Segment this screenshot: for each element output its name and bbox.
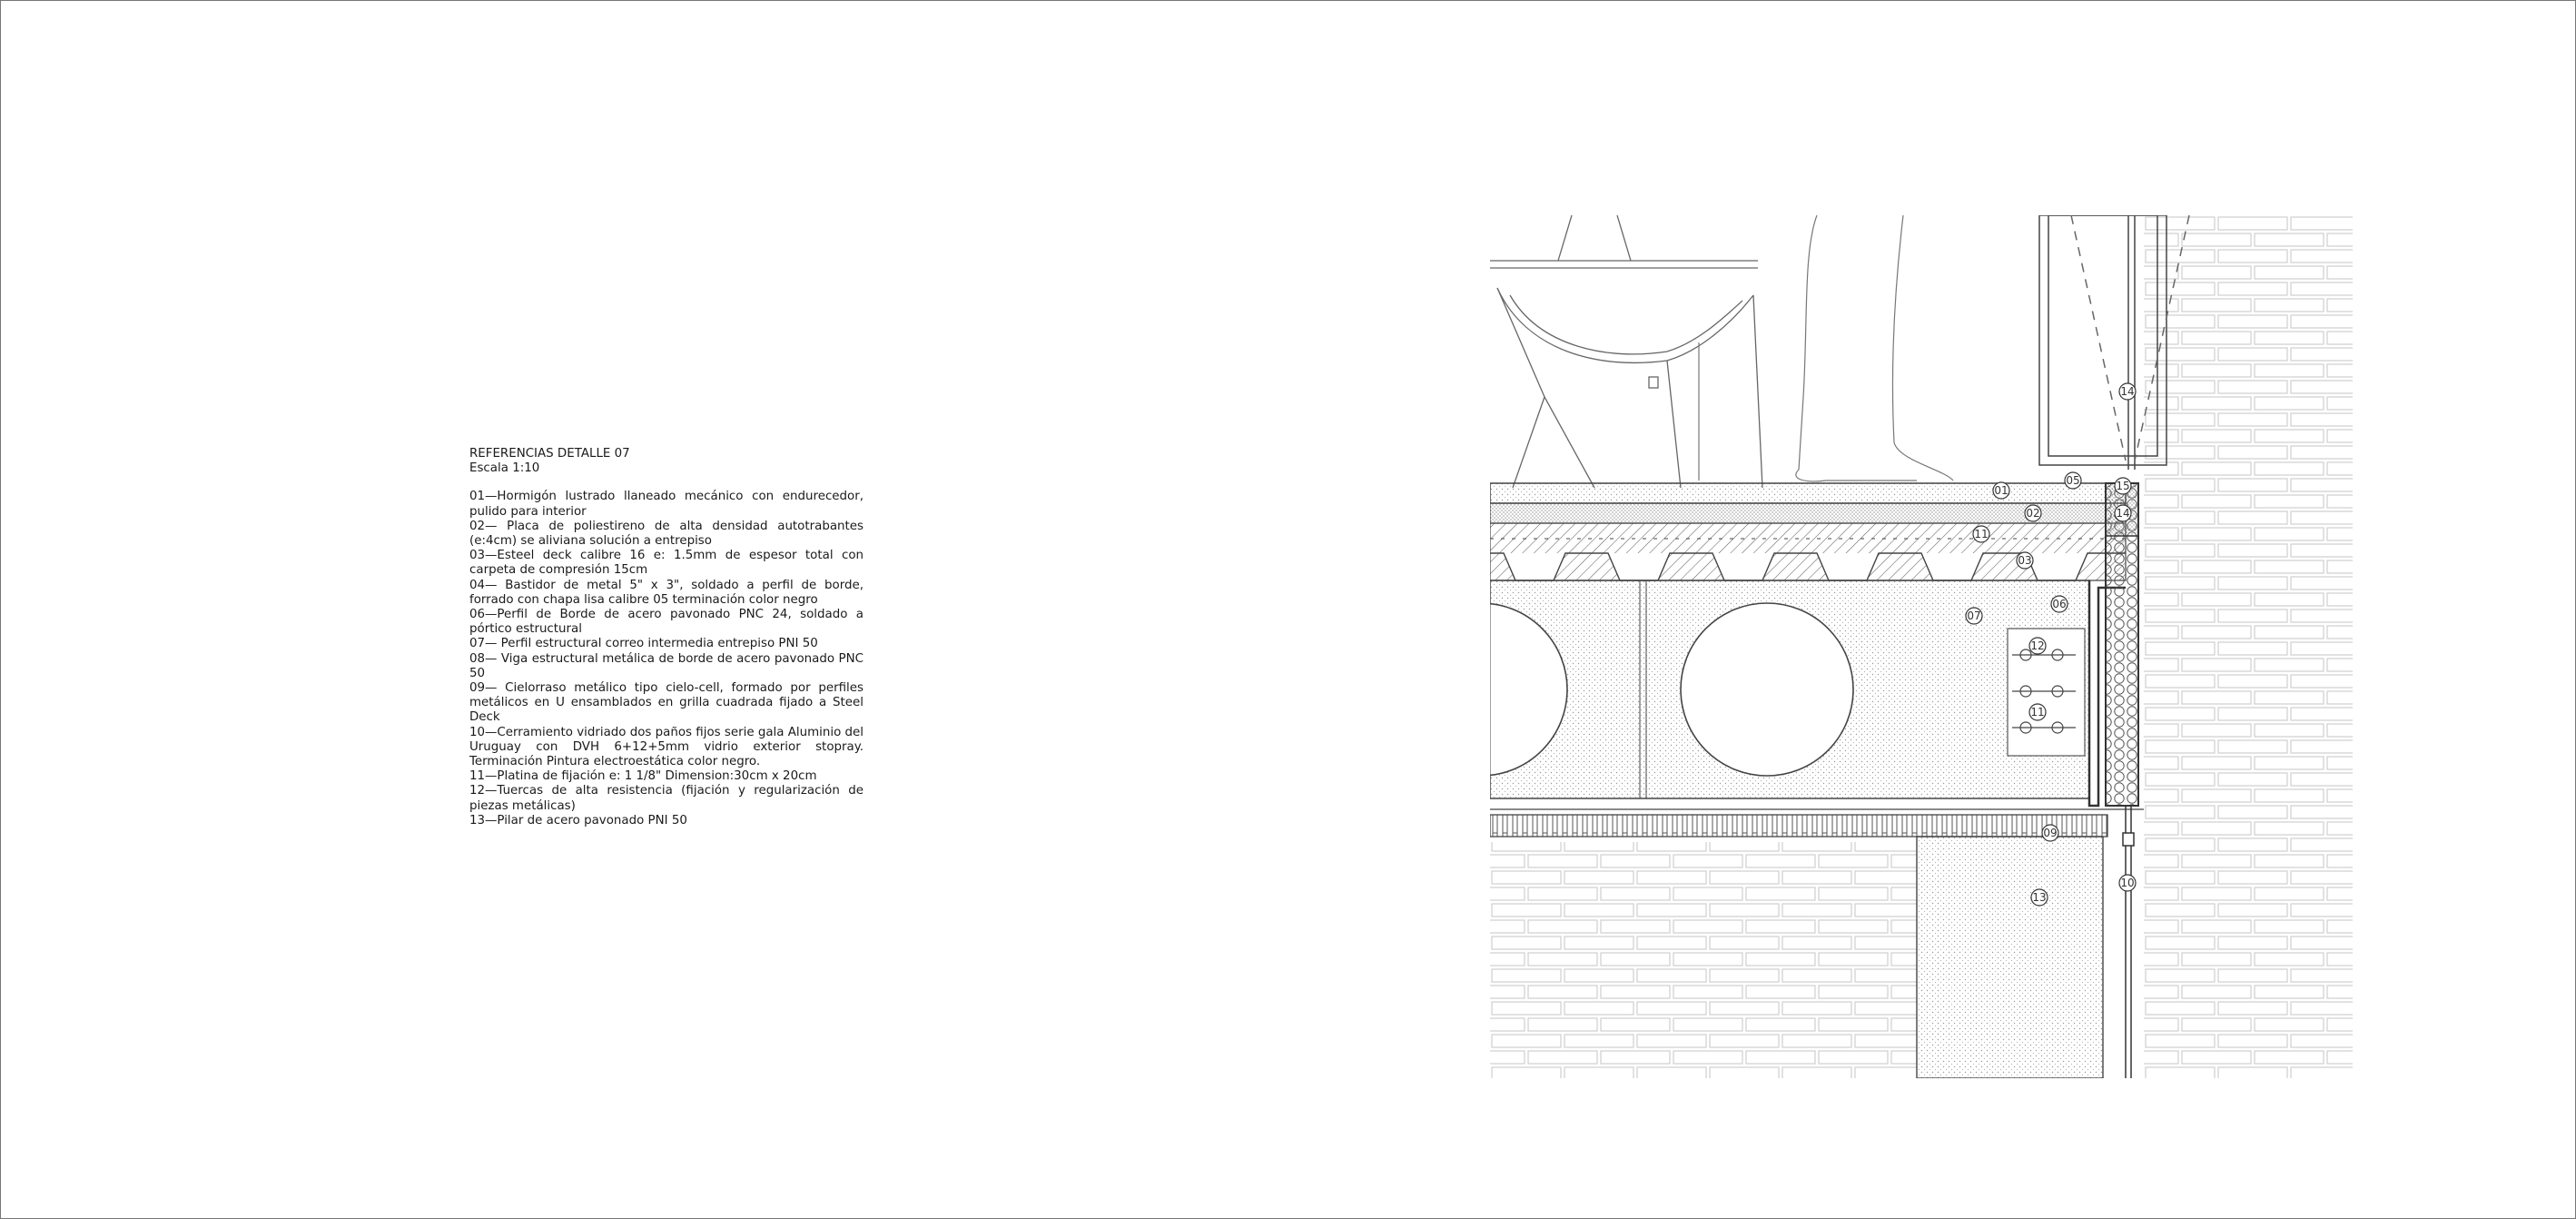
callout-number: 07 xyxy=(1967,610,1981,622)
callout-number: 14 xyxy=(2116,507,2130,520)
legend-item: 10—Cerramiento vidriado dos paños fijos serie gala Aluminio del Uruguay con DVH 6+12+5mm vidrio exterior stopray. Terminación Pintura electroestática color negro. xyxy=(469,725,864,769)
window-frame xyxy=(2039,215,2189,470)
polished-concrete-layer xyxy=(1490,483,2126,503)
legend-spacer xyxy=(469,476,864,490)
legend-item: 03—Esteel deck calibre 16 e: 1.5mm de espesor total con carpeta de compresión 15cm xyxy=(469,549,864,578)
references-legend xyxy=(469,447,864,828)
callout-number: 11 xyxy=(2030,706,2045,719)
legend-scale: Escala 1:10 xyxy=(469,461,540,476)
legend-item: 09— Cielorraso metálico tipo cielo-cell, formado por perfiles metálicos en U ensamblados en grilla cuadrada fijado a Steel Deck xyxy=(469,681,864,725)
callout-number: 15 xyxy=(2116,480,2130,492)
callout-number: 13 xyxy=(2032,891,2047,904)
legend-item: 11—Platina de fijación e: 1 1/8" Dimension:30cm x 20cm xyxy=(469,769,817,784)
callout-number: 02 xyxy=(2026,507,2040,520)
callout-number: 06 xyxy=(2052,598,2067,610)
section-detail-drawing xyxy=(1490,215,2353,1078)
steel-column xyxy=(1917,837,2103,1078)
legend-title: REFERENCIAS DETALLE 07 xyxy=(469,447,630,461)
person-legs-outline xyxy=(1699,215,1953,481)
glazing-mullion xyxy=(2123,806,2134,1078)
legend-item: 04— Bastidor de metal 5" x 3", soldado a perfil de borde, forrado con chapa lisa calibre 05 terminación color negro xyxy=(469,578,864,607)
metal-ceiling-grid xyxy=(1490,815,2107,837)
legend-item: 13—Pilar de acero pavonado PNI 50 xyxy=(469,813,687,828)
callout-number: 05 xyxy=(2066,474,2080,487)
legend-item: 12—Tuercas de alta resistencia (fijación y regularización de piezas metálicas) xyxy=(469,784,864,813)
callout-number: 01 xyxy=(1994,484,2008,497)
steel-deck-slab xyxy=(1490,523,2126,580)
callout-number: 14 xyxy=(2120,385,2135,398)
legend-item: 06—Perfil de Borde de acero pavonado PNC 24, soldado a pórtico estructural xyxy=(469,608,864,637)
callout-number: 09 xyxy=(2043,827,2058,839)
chair-outline xyxy=(1490,215,1762,488)
legend-item: 07— Perfil estructural correo intermedia entrepiso PNI 50 xyxy=(469,637,818,651)
brick-wall xyxy=(2144,215,2353,1078)
callout-number: 10 xyxy=(2120,877,2135,889)
legend-item: 01—Hormigón lustrado llaneado mecánico con endurecedor, pulido para interior xyxy=(469,490,864,519)
legend-item: 08— Viga estructural metálica de borde de acero pavonado PNC 50 xyxy=(469,651,864,680)
brick-wall-lower xyxy=(1490,842,1917,1078)
callout-number: 11 xyxy=(1974,528,1989,540)
castellated-beam xyxy=(1490,580,2089,798)
callout-number: 12 xyxy=(2030,639,2045,652)
callout-number: 03 xyxy=(2018,554,2032,567)
legend-item: 02— Placa de poliestireno de alta densidad autotrabantes (e:4cm) se aliviana solución a entrepiso xyxy=(469,519,864,549)
